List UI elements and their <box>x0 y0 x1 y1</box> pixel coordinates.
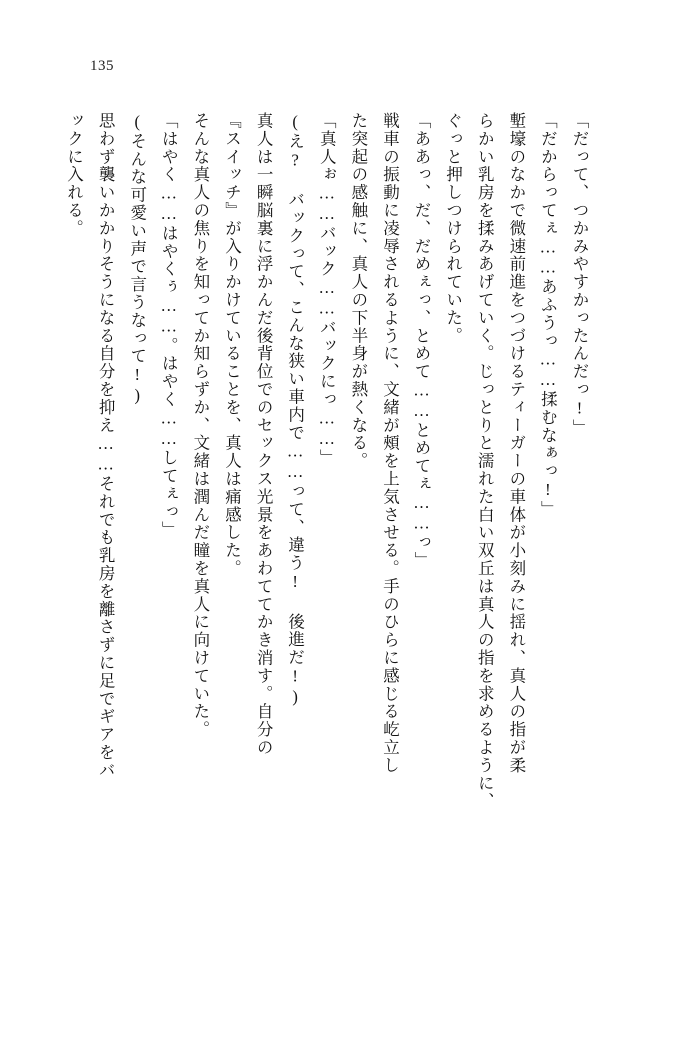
text-column: そんな真人の焦りを知ってか知らずか、文緒は潤んだ瞳を真人に向けていた。 <box>190 112 210 739</box>
text-column: (え? バックって、こんな狭い車内で……って、違う! 後進だ!) <box>285 112 305 708</box>
page-number: 135 <box>90 58 114 74</box>
text-column: ぐっと押しつけられていた。 <box>443 112 463 345</box>
text-column: 真人は一瞬脳裏に浮かんだ後背位でのセックス光景をあわててかき消す。自分の <box>254 112 274 757</box>
text-column: 思わず襲いかかりそうになる自分を抑え……それでも乳房を離さずに足でギアをバ <box>96 112 116 780</box>
text-column: 塹壕のなかで微速前進をつづけるティーガーの車体が小刻みに揺れ、真人の指が柔 <box>506 112 526 775</box>
text-column: らかい乳房を揉みあげていく。じっとりと濡れた白い双丘は真人の指を求めるように、 <box>475 112 495 811</box>
text-column: 戦車の振動に凌辱されるように、文緒が頰を上気させる。手のひらに感じる屹立し <box>380 112 400 775</box>
text-column: 「真人ぉ……バック……バックにっ……」 <box>317 112 337 468</box>
text-column: (そんな可愛い声で言うなって!) <box>127 112 147 406</box>
text-column: た突起の感触に、真人の下半身が熱くなる。 <box>348 112 368 470</box>
text-column: 「はやく……はやくぅ……。はやく……してぇっ」 <box>159 112 179 539</box>
text-column: 「だって、つかみやすかったんだっ!」 <box>570 112 589 437</box>
text-column: 『スイッチ』が入りかけていることを、真人は痛感した。 <box>222 112 242 578</box>
text-column: 「だからってぇ……あふうっ……揉むなぁっ!」 <box>538 112 558 519</box>
text-column: ックに入れる。 <box>64 112 84 238</box>
text-column: 「ああっ、だ、だめぇっ、とめて……とめてぇ……っ」 <box>412 112 432 570</box>
vertical-text-block <box>64 112 589 990</box>
